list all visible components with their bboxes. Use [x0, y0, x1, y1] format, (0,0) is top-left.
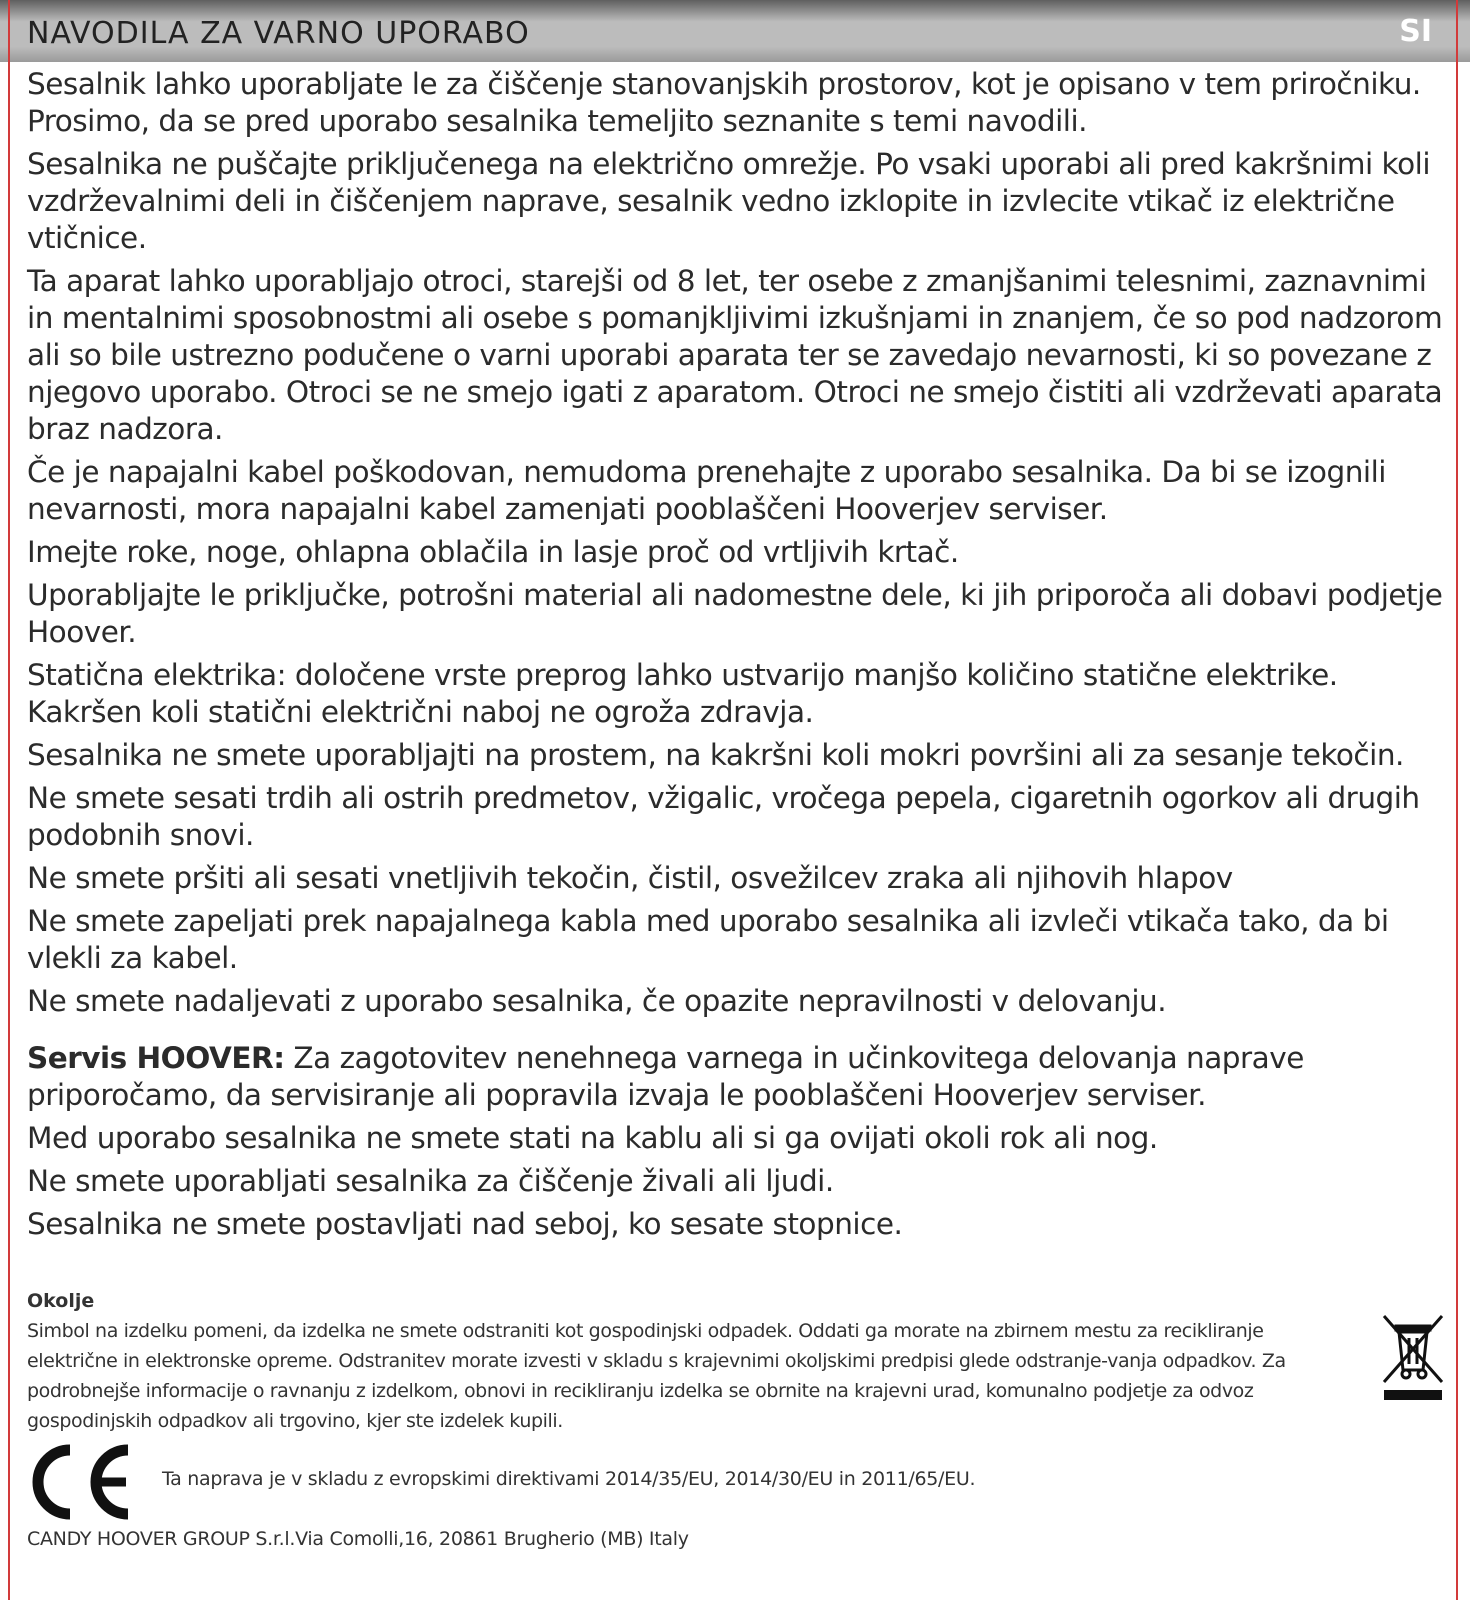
paragraph: Sesalnika ne puščajte priključenega na električno omrežje. Po vsaki uporabi ali pred kakršnimi koli vzdrževalnimi deli in čiščenjem naprave, sesalnik vedno izklopite in izvlecite vtikač iz električne vtičnice. [27, 147, 1431, 255]
paragraph: Sesalnik lahko uporabljate le za čiščenje stanovanjskih prostorov, kot je opisano v tem priročniku. Prosimo, da se pred uporabo sesalnika temeljito seznanite s temi navodili. [27, 67, 1421, 138]
paragraph: Med uporabo sesalnika ne smete stati na kablu ali si ga ovijati okoli rok ali nog. [27, 1121, 1158, 1155]
paragraph: Ne smete sesati trdih ali ostrih predmetov, vžigalic, vročega pepela, cigaretnih ogorkov ali drugih podobnih snovi. [27, 781, 1420, 852]
paragraph: Sesalnika ne smete postavljati nad seboj, ko sesate stopnice. [27, 1207, 903, 1241]
ce-compliance-text: Ta naprava je v skladu z evropskimi direktivami 2014/35/EU, 2014/30/EU in 2011/65/EU. [162, 1468, 976, 1490]
frame-border-right [1456, 0, 1458, 1600]
paragraph: Sesalnika ne smete uporabljajti na prostem, na kakršni koli mokri površini ali za sesanje tekočin. [27, 738, 1404, 772]
environment-section [27, 1290, 1357, 1436]
company-address: CANDY HOOVER GROUP S.r.l.Via Comolli,16, 20861 Brugherio (MB) Italy [27, 1528, 689, 1550]
service-label: Servis HOOVER: [27, 1041, 285, 1075]
paragraph: Statična elektrika: določene vrste preprog lahko ustvarijo manjšo količino statične elektrike. Kakršen koli statični električni naboj ne ogroža zdravja. [27, 658, 1338, 729]
paragraph: Ne smete zapeljati prek napajalnega kabla med uporabo sesalnika ali izvleči vtikača tako, da bi vlekli za kabel. [27, 904, 1389, 975]
paragraph: Ne smete nadaljevati z uporabo sesalnika, če opazite nepravilnosti v delovanju. [27, 984, 1167, 1018]
paragraph: Ne smete pršiti ali sesati vnetljivih tekočin, čistil, osvežilcev zraka ali njihovih hlapov [27, 861, 1233, 895]
service-text: Za zagotovitev nenehnega varnega in učinkovitega delovanja naprave priporočamo, da servisiranje ali popravila izvaja le pooblaščeni Hooverjev serviser. [27, 1041, 1304, 1112]
ce-mark-icon [22, 1440, 134, 1524]
environment-title: Okolje [27, 1290, 95, 1312]
environment-text: Simbol na izdelku pomeni, da izdelka ne smete odstraniti kot gospodinjski odpadek. Oddati ga morate na zbirnem mestu za recikliranje električne in elektronske opreme. Odstranitev morate izvesti v skladu s krajevnimi okoljskimi predpisi glede odstranje-vanja odpadkov. Za podrobnejše informacije o ravnanju z izdelkom, obnovi in recikliranju izdelka se obrnite na krajevni urad, komunalno podjetje za odvoz gospodinjskih odpadkov ali trgovino, kjer ste izdelek kupili. [27, 1320, 1286, 1432]
language-code: SI [1399, 14, 1432, 49]
safety-instructions [27, 66, 1452, 1249]
paragraph: Uporabljajte le priključke, potrošni material ali nadomestne dele, ki jih priporoča ali dobavi podjetje Hoover. [27, 578, 1443, 649]
crossed-out-wheelie-bin-icon [1380, 1312, 1446, 1402]
paragraph: Ta aparat lahko uporabljajo otroci, starejši od 8 let, ter osebe z zmanjšanimi telesnimi, zaznavnimi in mentalnimi sposobnostmi ali osebe s pomanjkljivimi izkušnjami in znanjem, če so pod nadzorom ali so bile ustrezno podučene o varni uporabi aparata ter se zavedajo nevarnosti, ki so povezane z njegovo uporabo. Otroci se ne smejo igati z aparatom. Otroci ne smejo čistiti ali vzdrževati aparata braz nadzora. [27, 264, 1443, 446]
service-paragraph [27, 1040, 1452, 1114]
frame-border-left [8, 0, 10, 1600]
paragraph: Če je napajalni kabel poškodovan, nemudoma prenehajte z uporabo sesalnika. Da bi se izognili nevarnosti, mora napajalni kabel zamenjati pooblaščeni Hooverjev serviser. [27, 455, 1386, 526]
page-title: NAVODILA ZA VARNO UPORABO [27, 16, 530, 51]
header-bar [0, 0, 1470, 62]
paragraph: Imejte roke, noge, ohlapna oblačila in lasje proč od vrtljivih krtač. [27, 535, 959, 569]
paragraph: Ne smete uporabljati sesalnika za čiščenje živali ali ljudi. [27, 1164, 834, 1198]
